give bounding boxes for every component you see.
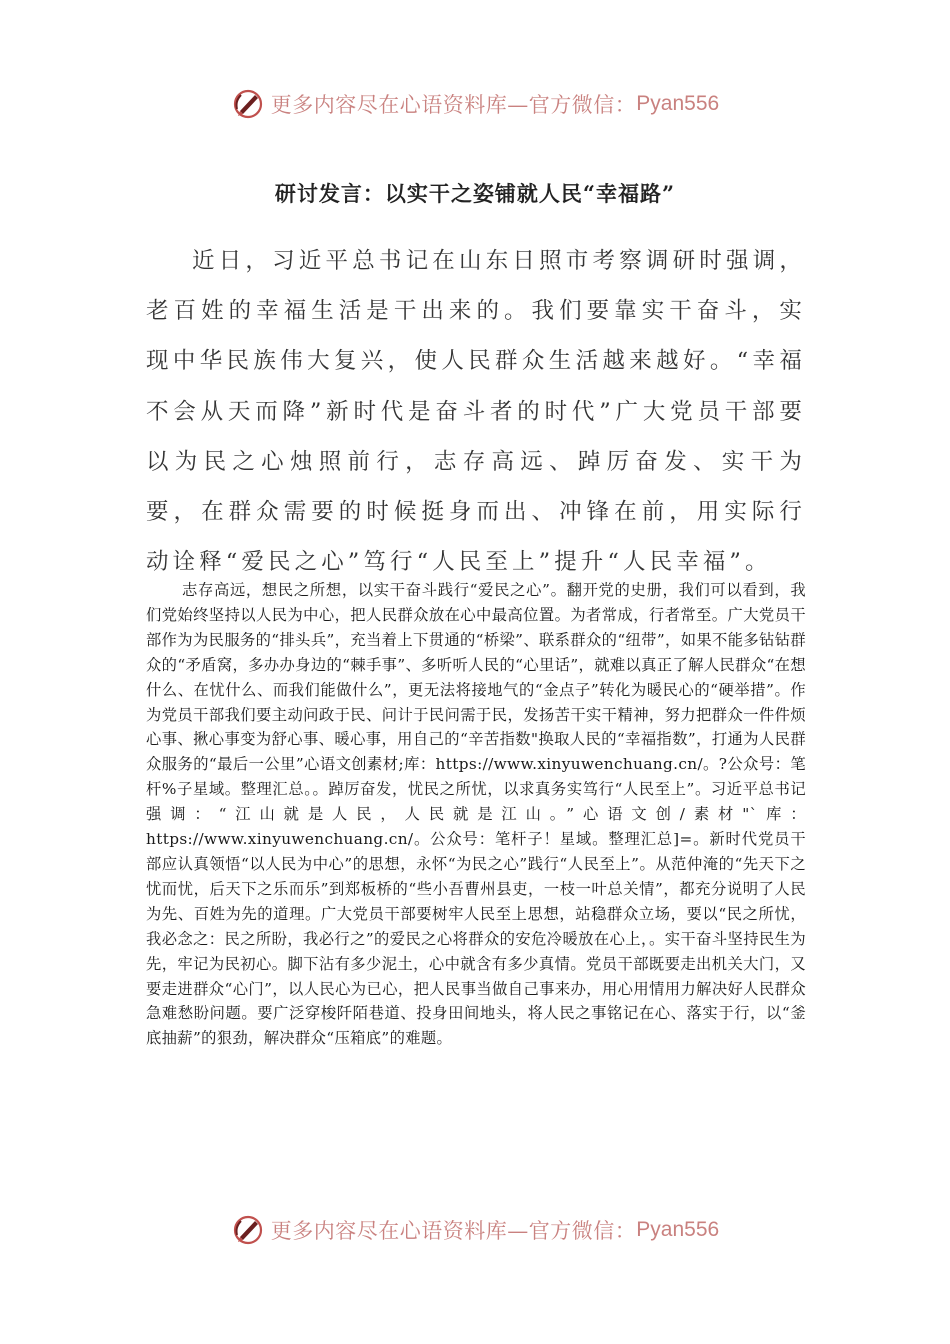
body-paragraph: 志存高远，想民之所想，以实干奋斗践行“爱民之心”。翻开党的史册，我们可以看到，我们党始终坚持以人民为中心，把人民群众放在心中最高位置。为者常成，行者常至。广大党员干部作为为民服务的“排头兵”，充当着上下贯通的“桥梁”、联系群众的“纽带”，如果不能多钻钻群众的“矛盾窝，多办办身边的“棘手事”、多听听人民的“心里话”，就难以真正了解人民群众“在想什么、在忧什么、而我们能做什么”，更无法将接地气的“金点子”转化为暖民心的“硬举措”。作为党员干部我们要主动问政于民、问计于民问需于民，发扬苦干实干精神，努力把群众一件件烦心事、揪心事变为舒心事、暖心事，用自己的“辛苦指数"换取人民的“幸福指数”，打通为人民群众服务的“最后一公里”心语文创素材;库：https://www.xinyuwenchuang.cn/。?公众号：笔杆%子星域。整理汇总。。踔厉奋发，忧民之所忧，以求真务实笃行“人民至上”。习近平总书记强调：“江山就是人民，人民就是江山。”心语文创/素材"`库：https://www.xinyuwenchuang.cn/。公众号：笔杆子！星域。整理汇总]=。新时代党员干部应认真领悟“以人民为中心”的思想，永怀“为民之心”践行“人民至上”。从范仲淹的“先天下之忧而忧，后天下之乐而乐”到郑板桥的“些小吾曹州县吏，一枝一叶总关情”，都充分说明了人民为先、百姓为先的道理。广大党员干部要树牢人民至上思想，站稳群众立场，要以“民之所忧，我必念之：民之所盼，我必行之”的爱民之心将群众的安危冷暖放在心上，。实干奋斗坚持民生为先，牢记为民初心。脚下沾有多少泥土，心中就含有多少真情。党员干部既要走出机关大门，又要走进群众“心门”，以人民心为已心，把人民事当做自己事来办，用心用情用力解决好人民群众急难愁盼问题。要广泛穿梭阡陌巷道、投身田间地头，将人民之事铭记在心、落实于行，以“釜底抽薪”的狠劲，解决群众“压箱底”的难题。 [146,581,806,1048]
header-watermark-banner [0,84,950,124]
document-title: 研讨发言：以实干之姿铺就人民“幸福路” [274,181,676,206]
lead-paragraph: 近日，习近平总书记在山东日照市考察调研时强调，老百姓的幸福生活是干出来的。我们要靠实干奋斗，实现中华民族伟大复兴，使人民群众生活越来越好。“幸福不会从天而降”新时代是奋斗者的时代”广大党员干部要以为民之心烛照前行，志存高远、踔厉奋发、实干为要，在群众需要的时候挺身而出、冲锋在前，用实际行动诠释“爱民之心”笃行“人民至上”提升“人民幸福”。 [146,248,806,576]
footer-banner-text: 更多内容尽在心语资料库—官方微信： [270,1219,637,1243]
header-banner-handle: Pyan556 [636,92,720,115]
header-banner-text: 更多内容尽在心语资料库—官方微信： [270,93,637,117]
pen-circle-logo-icon [231,87,265,121]
pen-circle-logo-icon [231,1213,265,1247]
footer-watermark-banner [0,1210,950,1250]
footer-banner-handle: Pyan556 [636,1218,720,1241]
